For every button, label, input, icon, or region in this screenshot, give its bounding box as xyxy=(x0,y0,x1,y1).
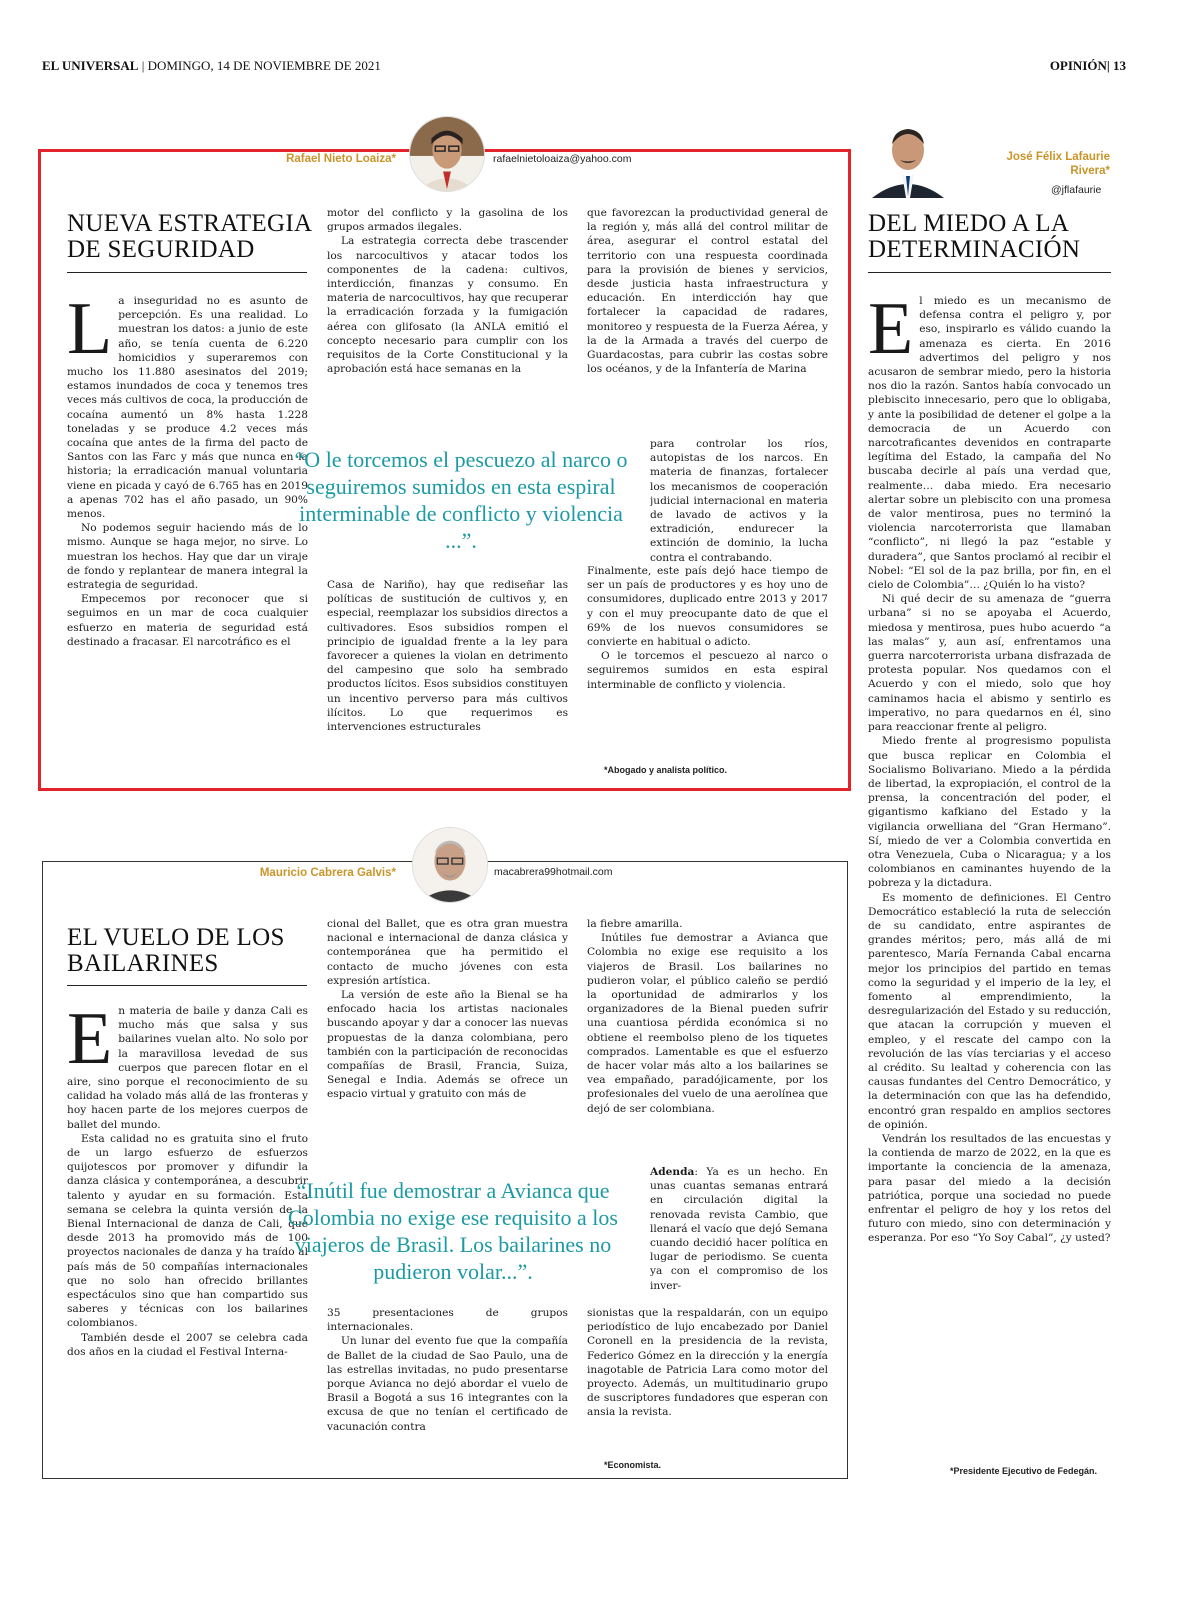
article1-column-3-bottom xyxy=(587,564,828,760)
article1-pull-quote: “O le torcemos el pescuezo al narco o seguiremos sumidos en esta espiral interminable de conflicto y violencia ...”. xyxy=(294,447,628,553)
article2-column-3-bottom xyxy=(587,1306,828,1456)
paragraph: Esta calidad no es gratuita sino el fruto de un largo esfuerzo de esfuerzos quijotescos por promover y difundir la danza clásica y contemporánea, a descubrir talento y ayudar en su formación. Esta semana se celebra la quinta versión de la Bienal Internacional de danza de Cali, que desde 2013 ha promovido más de 100 proyectos nacionales de danza y ha traído al país más de 50 compañías internacionales que no solo han ofrecido brillantes espectáculos sino que han compartido sus saberes y técnicas con los bailarines colombianos. xyxy=(67,1132,308,1330)
article2-column-3-mid xyxy=(650,1165,828,1308)
author1-photo xyxy=(409,116,485,192)
headline-rule xyxy=(67,272,307,273)
paragraph: No podemos seguir haciendo más de lo mismo. Aunque se haga mejor, no sirve. Lo muestran los hechos. Hay que dar un viraje de fondo y replantear de manera integral la estrategia de seguridad. xyxy=(67,522,308,592)
paragraph: motor del conflicto y la gasolina de los grupos armados ilegales. xyxy=(327,207,568,234)
paragraph: Vendrán los resultados de las encuestas y la contienda de marzo de 2022, en la que es importante la conciencia de la amenaza, para pasar del miedo a la decisión patriótica, porque una sociedad no puede enfrentar el peligro de hoy y los retos del futuro con miedo, sino con determinación y esperanza. Por eso “Yo Soy Cabal”, ¿y usted? xyxy=(868,1132,1111,1245)
paragraph: que favorezcan la productividad general de la región y, más allá del control militar de área, asegurar el control estatal del territorio con una respuesta coordinada para la provisión de bienes y servicios, desde justicia hasta infraestructura y educación. En interdicción hay que fortalecer la capacidad de radares, monitoreo y respuesta de la Fuerza Aérea, y la de la Armada a través del cuerpo de Guardacostas, para cubrir las costas sobre los océanos, y de la Infantería de Marina xyxy=(587,207,828,376)
page-number: 13 xyxy=(1113,58,1126,73)
article2-headline xyxy=(67,925,285,977)
author2-byline: Mauricio Cabrera Galvis* xyxy=(259,867,396,879)
article2-column-2-top xyxy=(327,917,568,1149)
headline-line-1: EL VUELO DE LOS xyxy=(67,924,285,951)
article3-headline xyxy=(868,211,1080,263)
paragraph: La estrategia correcta debe trascender los narcocultivos y atacar todos los componentes de la cadena: cultivos, interdicción, finanzas y consumo. En materia de narcocultivos, hay que recuperar la erradicación forzada y la fumigación aérea con glifosato (la ANLA emitió el concepto necesario para cumplir con los requisitos de la Corte Constitucional y la aprobación está hace semanas en la xyxy=(327,235,568,376)
paragraph: Ni qué decir de su amenaza de “guerra urbana” si no se apoyaba el Acuerdo, miedosa y mentirosa, pues hubo acuerdo “a las malas” y, aun así, enfrentamos una guerra narcoterrorista urbana disfrazada de protesta popular. Nos quedamos con el Acuerdo y con el miedo, solo que hoy caminamos hacia el abismo y sentirlo es imperativo, no para quedarnos en él, sino para reaccionar frente al peligro. xyxy=(868,593,1111,734)
article1-column-3-top xyxy=(587,206,828,434)
paragraph: Es momento de definiciones. El Centro Democrático estableció la ruta de selección de su candidato, entre aspirantes de grandes méritos; pero, más allá de mi parentesco, María Fernanda Cabal encarna mejor los principios del partido en temas como la seguridad y el imperio de la ley, el fomento al emprendimiento, la desregularización del Estado y su reducción, que atacan la corrupción y mueven el empleo, y el rescate del campo con la revolución de las vías terciarias y el acceso al crédito. Su lealtad y coherencia con las causas fundantes del Centro Democrático, y la determinación con que las ha defendido, encontró gran respaldo en amplios sectores de opinión. xyxy=(868,891,1111,1131)
article3-footnote: *Presidente Ejecutivo de Fedegán. xyxy=(950,1466,1098,1476)
headline-line-1: NUEVA ESTRATEGIA xyxy=(67,210,313,237)
article1-column-2-top xyxy=(327,206,568,420)
article2-column-2-bottom xyxy=(327,1306,568,1472)
paragraph: Casa de Nariño), hay que rediseñar las políticas de sustitución de cultivos y, en especial, reemplazar los subsidios directos a cultivadores. Esos subsidios rompen el principio de igualdad frente a la ley para favorecer a quienes la violan en detrimento del campesino que solo ha sembrado productos lícitos. Esos subsidios constituyen un incentivo perverso para más cultivos ilícitos. Lo que requerimos es intervenciones estructurales xyxy=(327,579,568,734)
drop-cap: L xyxy=(67,294,113,370)
byline-line-2: Rivera* xyxy=(1070,165,1110,177)
headline-line-1: DEL MIEDO A LA xyxy=(868,210,1070,237)
paragraph: 35 presentaciones de grupos internacionales. xyxy=(327,1307,568,1334)
paragraph: : Ya es un hecho. En unas cuantas semanas entrará en circulación digital la renovada revista Cambio, que llenará el vacío que dejó Semana cuando decidió hacer política en lugar de periodismo. Se cuenta ya con el compromiso de los inver- xyxy=(650,1166,828,1292)
author3-handle[interactable]: @jflafaurie xyxy=(1051,184,1102,196)
article2-column-3-top xyxy=(587,917,828,1162)
drop-cap: E xyxy=(868,294,914,370)
headline-line-2: BAILARINES xyxy=(67,950,219,977)
paragraph: l miedo es un mecanismo de defensa contra el peligro y, por eso, inspirarlo es válido cuando la amenaza es cierta. En 2016 advertimos del peligro y nos acusaron de sembrar miedo, pero la historia nos dio la razón. Santos había convocado un plebiscito innecesario, pero que lo obligaba, y ante la posibilidad de detener el golpe a la democracia de un Acuerdo con narcotraficantes devenidos en contraparte legítima del Estado, la campaña del No buscaba decirle al país una verdad que, realmente… daba miedo. Era necesario alertar sobre un plebiscito con una promesa de valor mentirosa, pues no terminó la violencia narcoterrorista que llamaban “conflicto”, ni llegó la paz “estable y duradera”, que Santos proclamó al recibir el Nobel: “El sol de la paz brilla, por fin, en el cielo de Colombia”… ¿Quién lo ha visto? xyxy=(868,295,1111,592)
paragraph: a inseguridad no es asunto de percepción. Es una realidad. Lo muestran los datos: a junio de este año, se tenía cuenta de 6.220 homicidios y superaremos con mucho los 11.880 asesinatos del 2019; estamos inundados de coca y tenemos tres veces más cultivos de coca, la producción de cocaína aumentó un 8% hasta 1.228 toneladas y se produce 4.2 veces más cocaína que antes de la firma del pacto de Santos con las Farc y más que nunca en la historia; la erradicación manual voluntaria viene en picada y cayó de 6.765 has en 2019 a apenas 702 has el año pasado, un 90% menos. xyxy=(67,295,308,521)
section-name: OPINIÓN xyxy=(1049,58,1107,73)
paragraph: La versión de este año la Bienal se ha enfocado hacia los artistas nacionales buscando apoyar y dar a conocer las nuevas propuestas de la danza colombiana, pero también con la participación de reconocidas compañías de Brasil, Francia, Suiza, Senegal e India. Además se ofrece un espacio virtual y gratuito con más de xyxy=(327,989,568,1101)
author3-byline xyxy=(950,150,1110,178)
article1-column-3-mid xyxy=(650,437,828,563)
byline-line-1: José Félix Lafaurie xyxy=(1006,151,1110,163)
paragraph: Un lunar del evento fue que la compañía de Ballet de la ciudad de Sao Paulo, una de las estrellas invitadas, no pudo presentarse porque Avianca no dejó abordar el vuelo de Brasil a Bogotá a sus 16 integrantes con la excusa de que no tenían el certificado de vacunación contra xyxy=(327,1335,568,1433)
article2-pull-quote: “Inútil fue demostrar a Avianca que Colombia no exige ese requisito a los viajeros de Brasil. Los bailarines no pudieron volar...”. xyxy=(288,1178,618,1284)
paragraph: O le torcemos el pescuezo al narco o seguiremos sumidos en esta espiral interminable de conflicto y violencia. xyxy=(587,650,828,691)
article3-body xyxy=(868,294,1111,1462)
issue-date: DOMINGO, 14 DE NOVIEMBRE DE 2021 xyxy=(147,58,381,73)
author2-photo xyxy=(412,827,488,903)
paragraph: cional del Ballet, que es otra gran muestra nacional e internacional de danza clásica y contemporánea que ha permitido el contacto de mucho jóvenes con esta expresión artística. xyxy=(327,918,568,987)
headline-line-2: DETERMINACIÓN xyxy=(868,236,1081,263)
paragraph: Empecemos por reconocer que si seguimos en un mar de coca cualquier esfuerzo en materia de seguridad está destinado a fracasar. El narcotráfico es el xyxy=(67,593,308,648)
newspaper-name: EL UNIVERSAL xyxy=(42,58,139,73)
paragraph: sionistas que la respaldarán, con un equipo periodístico de lujo encabezado por Daniel Coronell en la presidencia de la revista, Federico Gómez en la dirección y la energía inagotable de Patricia Lara como motor del proyecto. Además, un multitudinario grupo de suscriptores fundadores que esperan con ansia la revista. xyxy=(587,1307,828,1419)
paragraph: n materia de baile y danza Cali es mucho más que salsa y sus bailarines vuelan alto. No solo por la maravillosa levedad de sus cuerpos que parecen flotar en el aire, sino porque el reconocimiento de su calidad ha volado más allá de las fronteras y hoy hacen parte de los mejores cuerpos de ballet del mundo. xyxy=(67,1005,308,1131)
headline-line-2: DE SEGURIDAD xyxy=(67,236,255,263)
paragraph: Inútiles fue demostrar a Avianca que Colombia no exige ese requisito a los viajeros de Brasil. Los bailarines no pudieron volar, el público caleño se perdió la oportunidad de admirarlos y los organizadores de la Bienal pueden sufrir una cuantiosa pérdida económica si no obtiene el reembolso pleno de los tiquetes comprados. Lamentable es que el esfuerzo de hacer volar más alto a los bailarines se vea empañado, paradójicamente, por los profesionales del vuelo de una aerolínea que dejó de ser colombiana. xyxy=(587,932,828,1115)
page-header-left: EL UNIVERSAL | DOMINGO, 14 DE NOVIEMBRE DE 2021 xyxy=(42,58,381,73)
article1-headline xyxy=(67,211,312,263)
page-header-right: OPINIÓN| 13 xyxy=(1049,58,1126,73)
article2-footnote: *Economista. xyxy=(604,1460,662,1470)
drop-cap: E xyxy=(67,1004,113,1080)
paragraph: Finalmente, este país dejó hace tiempo de ser un país de productores y es hoy uno de consumidores, duplicado entre 2013 y 2017 y con el muy preocupante dato de que el 69% de los nuevos consumidores se convierte en habitual o adicto. xyxy=(587,565,828,649)
article1-column-2-bottom xyxy=(327,578,568,778)
paragraph: la fiebre amarilla. xyxy=(587,918,683,930)
headline-rule xyxy=(868,272,1111,273)
paragraph: Miedo frente al progresismo populista que busca replicar en Colombia el Socialismo Bolivariano. Miedo a la pérdida de libertad, la expropiación, el control de la prensa, la concentración del poder, el gigantismo kafkiano del Estado y la vigilancia orwelliana del “Gran Hermano”. Sí, miedo de ver a Colombia convertida en otra Venezuela, Cuba o Nicaragua; y a los colombianos en caminantes huyendo de la pobreza y la dictadura. xyxy=(868,735,1111,890)
author1-byline: Rafael Nieto Loaiza* xyxy=(286,153,396,165)
adenda-label: Adenda xyxy=(650,1166,695,1178)
article1-footnote: *Abogado y analista político. xyxy=(604,765,728,775)
paragraph: para controlar los ríos, autopistas de los narcos. En materia de finanzas, fortalecer los mecanismos de cooperación judicial internacional en materia de lavado de activos y la extradición, endurecer la extinción de dominio, la lucha contra el contrabando. xyxy=(650,438,828,563)
article1-column-1 xyxy=(67,294,308,779)
author1-email[interactable]: rafaelnietoloaiza@yahoo.com xyxy=(493,153,632,165)
author3-photo xyxy=(868,118,948,198)
author2-email[interactable]: macabrera99hotmail.com xyxy=(494,866,613,878)
paragraph: También desde el 2007 se celebra cada dos años en la ciudad el Festival Interna- xyxy=(67,1331,308,1358)
headline-rule xyxy=(67,985,307,986)
